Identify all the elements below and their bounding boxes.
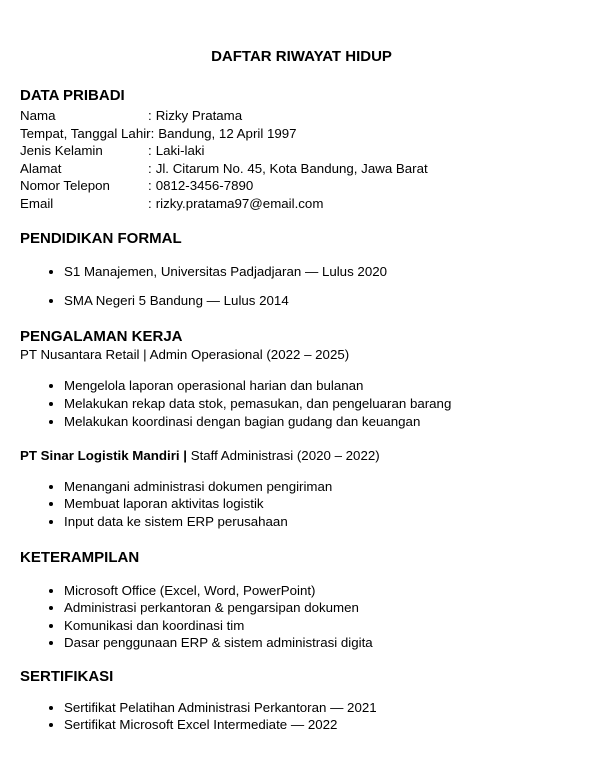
certification-item: • Sertifikat Pelatihan Administrasi Perkantoran — 2021 [64,699,583,717]
field-row-nomor-telepon [20,177,583,195]
section-keterampilan [20,548,583,652]
duty-item: • Menangani administrasi dokumen pengiriman [64,478,583,496]
education-item: • SMA Negeri 5 Bandung — Lulus 2014 [64,292,583,310]
duty-item: • Melakukan koordinasi dengan bagian gudang dan keuangan [64,413,583,431]
duty-item: • Input data ke sistem ERP perusahaan [64,513,583,531]
field-row-email [20,195,583,213]
heading-pendidikan-formal: PENDIDIKAN FORMAL [20,229,182,247]
field-row-nama [20,107,583,125]
education-list [20,263,583,310]
job-role-text: Staff Administrasi (2020 – 2022) [187,448,380,464]
field-label-nama: Nama [20,108,56,123]
certification-item: • Sertifikat Microsoft Excel Intermediate — 2022 [64,716,583,734]
field-row-alamat [20,160,583,178]
skill-item: • Administrasi perkantoran & pengarsipan dokumen [64,599,583,617]
job-role-text: PT Nusantara Retail | Admin Operasional (2022 – 2025) [20,346,350,362]
heading-pengalaman-kerja: PENGALAMAN KERJA [20,327,183,345]
duty-item: • Membuat laporan aktivitas logistik [64,495,583,513]
section-sertifikasi [20,667,583,734]
duty-list-sinar-logistik-mandiri [20,478,583,531]
field-value-nomor-telepon: 0812-3456-7890 [155,178,254,194]
heading-data-pribadi: DATA PRIBADI [20,87,125,104]
field-label-alamat: Alamat [20,160,62,176]
field-value-alamat: Jl. Citarum No. 45, Kota Bandung, Jawa Barat [155,160,428,176]
field-colon: : [150,125,155,141]
field-label-email: Email [20,195,54,211]
heading-sertifikasi: SERTIFIKASI [20,667,114,685]
duty-list-nusantara-retail [20,377,583,430]
job-title-sinar-logistik-mandiri [20,447,583,465]
duty-item: • Mengelola laporan operasional harian dan bulanan [64,377,583,395]
section-data-pribadi [20,86,583,213]
duty-item: • Melakukan rekap data stok, pemasukan, dan pengeluaran barang [64,395,583,413]
field-colon: : [148,160,152,176]
job-company-bold: PT Sinar Logistik Mandiri | [20,448,187,464]
field-colon: : [148,143,152,159]
field-colon: : [148,108,152,123]
field-label-nomor-telepon: Nomor Telepon [20,178,110,194]
field-row-tempat-tanggal-lahir [20,125,583,143]
field-row-jenis-kelamin [20,142,583,160]
field-colon: : [148,195,152,211]
document-title: DAFTAR RIWAYAT HIDUP [211,48,392,65]
field-colon: : [148,178,152,194]
field-value-jenis-kelamin: Laki-laki [155,143,205,159]
certification-list [20,699,583,734]
field-value-nama: Rizky Pratama [155,108,243,123]
section-pendidikan-formal [20,229,583,310]
personal-fields [20,107,583,213]
field-label-tempat-tanggal-lahir: Tempat, Tanggal Lahir [20,125,151,141]
skill-item: • Komunikasi dan koordinasi tim [64,617,583,635]
field-value-email: rizky.pratama97@email.com [155,195,324,211]
education-item: • S1 Manajemen, Universitas Padjadjaran — Lulus 2020 [64,263,583,281]
field-label-jenis-kelamin: Jenis Kelamin [20,143,103,159]
heading-keterampilan: KETERAMPILAN [20,548,140,566]
skill-item: • Dasar penggunaan ERP & sistem administrasi digita [64,634,583,652]
job-title-nusantara-retail [20,346,583,364]
skill-item: • Microsoft Office (Excel, Word, PowerPoint) [64,582,583,600]
section-pengalaman-kerja [20,327,583,531]
skill-list [20,582,583,652]
field-value-tempat-tanggal-lahir: Bandung, 12 April 1997 [158,125,297,141]
